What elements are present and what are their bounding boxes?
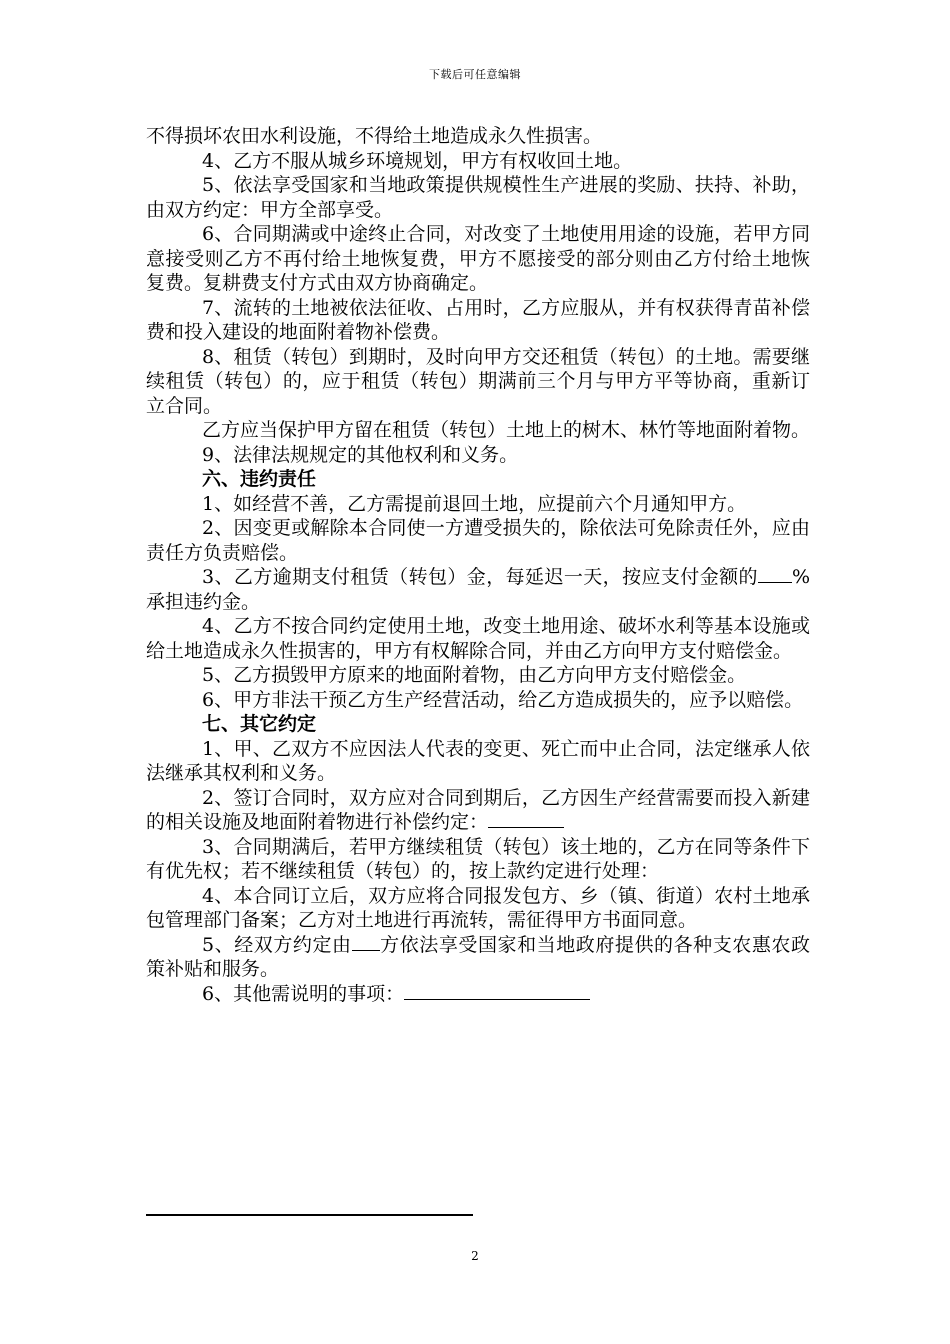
clause-6-3	[146, 565, 810, 614]
clause-7-2	[146, 786, 810, 835]
blank-line-continuation	[146, 1214, 473, 1216]
clause-7-6	[146, 982, 810, 1007]
clause-7-5-text-end: 方依法享受国家和当地政府提供的各种支农惠农政策补贴和服务。	[146, 933, 810, 980]
clause-6-2: 2、因变更或解除本合同使一方遭受损失的，除依法可免除责任外，应由责任方负责赔偿。	[146, 517, 810, 564]
clause-6-1: 1、如经营不善，乙方需提前退回土地，应提前六个月通知甲方。	[202, 492, 747, 515]
paragraph-continuation: 不得损坏农田水利设施，不得给土地造成永久性损害。	[146, 125, 603, 147]
clause-6-3-text: 3、乙方逾期支付租赁（转包）金，每延迟一天，按应支付金额的	[202, 566, 758, 588]
clause-7-3: 3、合同期满后，若甲方继续租赁（转包）该土地的，乙方在同等条件下有优先权；若不继续租赁（转包）的，按上款约定进行处理：	[146, 835, 810, 882]
clause-5-6: 6、合同期满或中途终止合同，对改变了土地使用用途的设施，若甲方同意接受则乙方不再付给土地恢复费，甲方不愿接受的部分则由乙方付给土地恢复费。复耕费支付方式由双方协商确定。	[146, 223, 810, 294]
blank-field-penalty-rate	[758, 581, 792, 583]
clause-5-9: 9、法律法规规定的其他权利和义务。	[202, 443, 519, 466]
clause-7-1: 1、甲、乙双方不应因法人代表的变更、死亡而中止合同，法定继承人依法继承其权利和义务。	[146, 737, 810, 784]
clause-5-5: 5、依法享受国家和当地政策提供规模性生产进展的奖励、扶持、补助，由双方约定：甲方全部享受。	[146, 174, 810, 221]
clause-6-6: 6、甲方非法干预乙方生产经营活动，给乙方造成损失的，应予以赔偿。	[202, 688, 804, 711]
section-heading-other: 七、其它约定	[202, 713, 317, 735]
clause-7-4: 4、本合同订立后，双方应将合同报发包方、乡（镇、街道）农村土地承包管理部门备案；乙方对土地进行再流转，需征得甲方书面同意。	[146, 884, 810, 931]
clause-6-4: 4、乙方不按合同约定使用土地，改变土地用途、破坏水利等基本设施或给土地造成永久性损害的，甲方有权解除合同，并由乙方向甲方支付赔偿金。	[146, 615, 810, 662]
section-heading-breach: 六、违约责任	[202, 468, 317, 490]
clause-7-2-text: 2、签订合同时，双方应对合同到期后，乙方因生产经营需要而投入新建的相关设施及地面附着物进行补偿约定：	[146, 786, 810, 833]
clause-6-3-text-end: %承担违约金。	[146, 566, 810, 613]
clause-5-8: 8、租赁（转包）到期时，及时向甲方交还租赁（转包）的土地。需要继续租赁（转包）的，应于租赁（转包）期满前三个月与甲方平等协商，重新订立合同。	[146, 345, 810, 417]
clause-5-8-note: 乙方应当保护甲方留在租赁（转包）土地上的树木、林竹等地面附着物。	[202, 419, 811, 441]
clause-5-4: 4、乙方不服从城乡环境规划，甲方有权收回土地。	[202, 149, 633, 172]
clause-5-7: 7、流转的土地被依法征收、占用时，乙方应服从，并有权获得青苗补偿费和投入建设的地面附着物补偿费。	[146, 296, 810, 343]
document-body	[146, 124, 810, 1006]
clause-7-6-text: 6、其他需说明的事项：	[202, 982, 405, 1005]
page-header: 下载后可任意编辑	[429, 68, 521, 81]
clause-7-5	[146, 933, 810, 982]
blank-field-other-matters	[404, 998, 590, 1000]
blank-field-compensation	[488, 826, 564, 828]
blank-field-party	[352, 949, 380, 951]
clause-7-5-text: 5、经双方约定由	[202, 933, 352, 956]
clause-6-5: 5、乙方损毁甲方原来的地面附着物，由乙方向甲方支付赔偿金。	[202, 664, 747, 686]
page-number: 2	[471, 1249, 479, 1263]
